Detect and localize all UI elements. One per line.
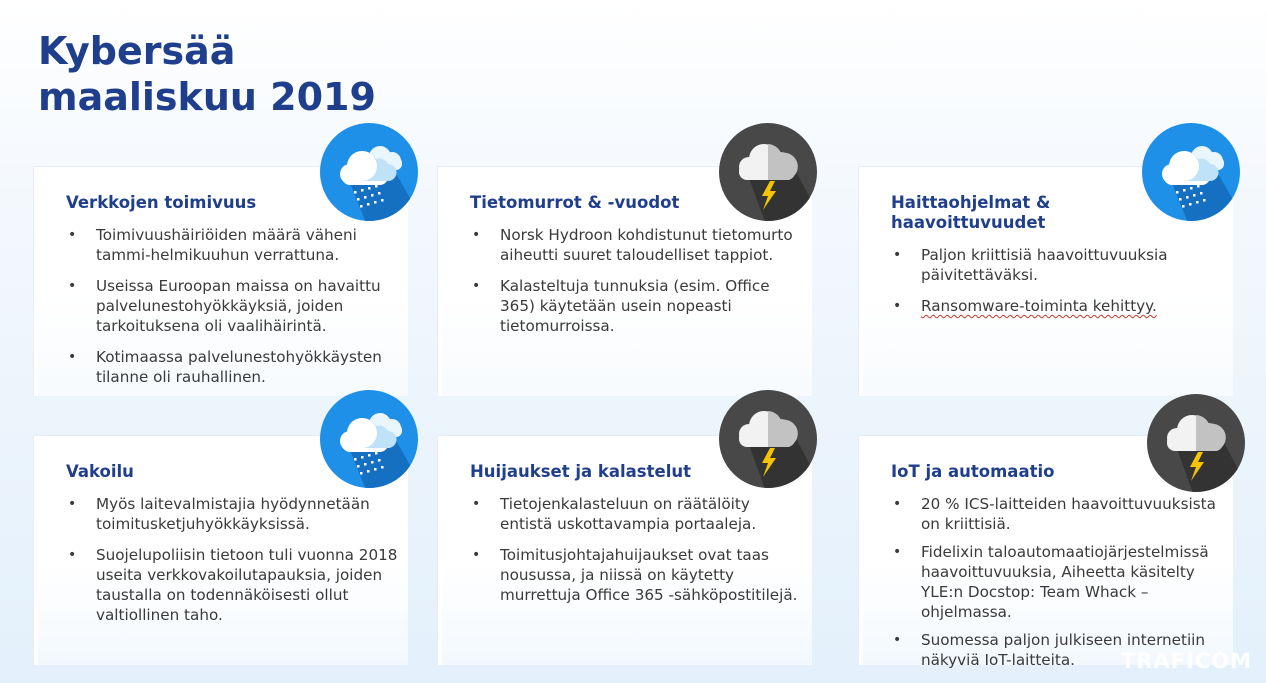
list-item: • Toimivuushäiriöiden määrä väheni tammi-helmikuuhun verrattuna. (68, 226, 357, 264)
bullet-list (470, 225, 804, 347)
bullet-icon: • (472, 227, 481, 243)
bullet-icon: • (68, 547, 77, 563)
rain-cloud-icon (320, 390, 418, 488)
list-item: • Useissa Euroopan maissa on havaittu palvelunestohyökkäyksiä, joiden tarkoituksena oli vaalihäirintä. (68, 277, 381, 335)
bullet-list (891, 245, 1225, 327)
list-item: • Myös laitevalmistajia hyödynnetään toimitusketjuhyökkäyksissä. (68, 495, 370, 533)
bullet-icon: • (68, 349, 77, 365)
bullet-icon: • (68, 278, 77, 294)
bullet-list (66, 494, 400, 636)
card-heading: Huijaukset ja kalastelut (470, 462, 691, 481)
thunder-cloud-icon (719, 390, 817, 488)
bullet-icon: • (893, 247, 902, 263)
bullet-icon: • (68, 496, 77, 512)
page-title: Kybersää maaliskuu 2019 (38, 29, 376, 119)
bullet-icon: • (893, 496, 902, 512)
list-item: • Paljon kriittisiä haavoittuvuuksia päivitettäväksi. (893, 246, 1168, 284)
thunder-cloud-icon (719, 123, 817, 221)
list-item: • Norsk Hydroon kohdistunut tietomurto aiheutti suuret taloudelliset tappiot. (472, 226, 793, 264)
list-item: • Tietojenkalasteluun on räätälöity entistä uskottavampia portaaleja. (472, 495, 757, 533)
card-heading: Haittaohjelmat & haavoittuvuudet (891, 193, 1051, 232)
list-item: • Ransomware-toiminta kehittyy. (893, 297, 1157, 315)
list-item: • Toimitusjohtajahuijaukset ovat taas nousussa, ja niissä on käytetty murrettuja Office 365 -sähköpostitilejä. (472, 546, 798, 604)
rain-cloud-icon (320, 123, 418, 221)
rain-cloud-icon (1142, 123, 1240, 221)
bullet-icon: • (893, 632, 902, 648)
list-item: • Kotimaassa palvelunestohyökkäysten tilanne oli rauhallinen. (68, 348, 382, 386)
card-heading: Verkkojen toimivuus (66, 193, 257, 212)
card-heading: IoT ja automaatio (891, 462, 1055, 481)
card-heading: Vakoilu (66, 462, 134, 481)
bullet-icon: • (472, 496, 481, 512)
bullet-list (470, 494, 804, 616)
card-heading: Tietomurrot & -vuodot (470, 193, 680, 212)
bullet-icon: • (893, 298, 902, 314)
thunder-cloud-icon (1147, 394, 1245, 492)
list-item: • Fidelixin taloautomaatiojärjestelmissä haavoittuvuuksia, Aiheetta käsitelty YLE:n Docstop: Team Whack – ohjelmassa. (893, 543, 1209, 621)
list-item: • Suojelupoliisin tietoon tuli vuonna 2018 useita verkkovakoilutapauksia, joiden taustalla on todennäköisesti ollut valtiollinen taho. (68, 546, 398, 624)
bullet-icon: • (893, 544, 902, 560)
bullet-list (66, 225, 400, 398)
list-item: • Suomessa paljon julkiseen internetiin näkyviä IoT-laitteita. (893, 631, 1206, 669)
traficom-logo: TRAFICOM (1120, 649, 1252, 673)
bullet-icon: • (472, 547, 481, 563)
bullet-icon: • (68, 227, 77, 243)
list-item: • 20 % ICS-laitteiden haavoittuvuuksista on kriittisiä. (893, 495, 1216, 533)
list-item: • Kalasteltuja tunnuksia (esim. Office 365) käytetään usein nopeasti tietomurroissa. (472, 277, 770, 335)
bullet-icon: • (472, 278, 481, 294)
